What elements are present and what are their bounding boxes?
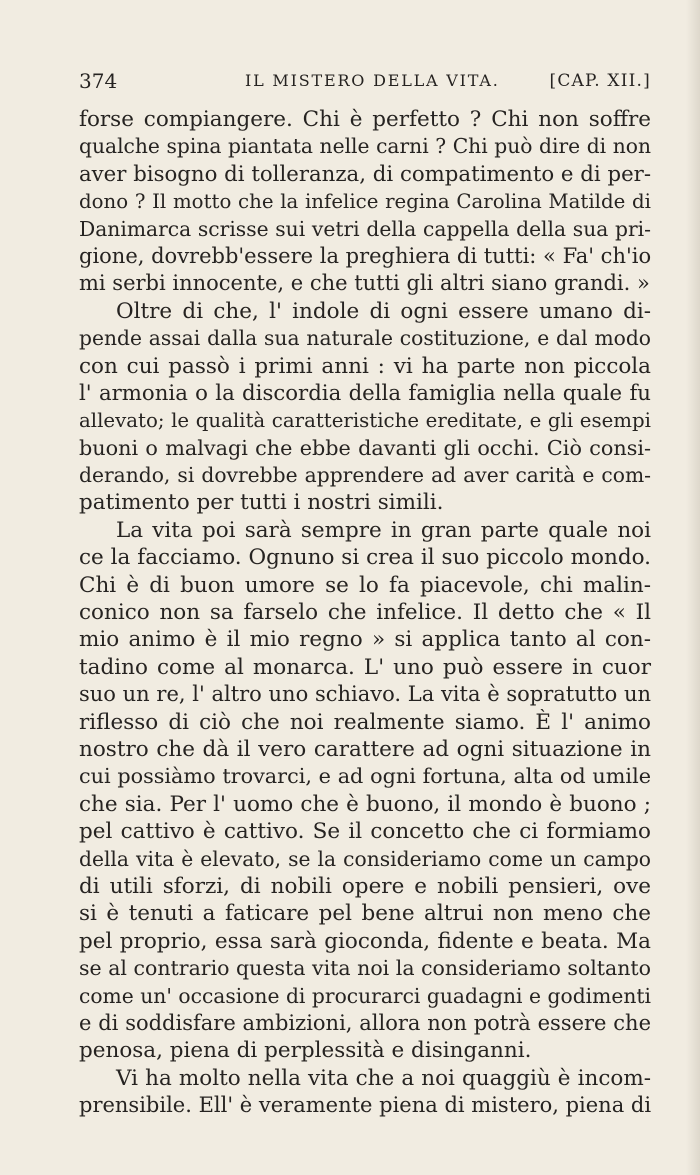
text-line: patimento per tutti i nostri simili. — [79, 490, 444, 516]
text-line: pende assai dalla sua naturale costituzione, e dal modo — [79, 326, 651, 351]
text-line: Danimarca scrisse sui vetri della cappella della sua pri- — [79, 216, 651, 241]
text-line: con cui passò i primi anni : vi ha parte non piccola — [79, 353, 651, 379]
text-line: e di soddisfare ambizioni, allora non potrà essere che — [79, 1010, 651, 1035]
text-line: riflesso di ciò che noi realmente siamo. È l' animo — [79, 709, 651, 735]
text-line: forse compiangere. Chi è perfetto ? Chi non soffre — [79, 107, 651, 132]
text-line: aver bisogno di tolleranza, di compatimento e di per- — [79, 161, 651, 187]
text-line: pel proprio, essa sarà gioconda, fidente e beata. Ma — [79, 928, 651, 954]
text-line: conico non sa farselo che infelice. Il detto che « Il — [79, 600, 651, 626]
running-header — [79, 66, 651, 96]
text-line: di utili sforzi, di nobili opere e nobili pensieri, ove — [79, 873, 651, 899]
page-number: 374 — [79, 69, 118, 93]
text-line: suo un re, l' altro uno schiavo. La vita è sopratutto un — [79, 682, 651, 707]
text-line: mi serbi innocente, e che tutti gli altri siano grandi. » — [79, 271, 650, 296]
text-line: dono ? Il motto che la infelice regina Carolina Matilde di — [79, 190, 651, 214]
text-line: tadino come al monarca. L' uno può essere in cuor — [79, 654, 651, 680]
text-line: della vita è elevato, se la consideriamo come un campo — [79, 846, 651, 871]
text-line: si è tenuti a faticare pel bene altrui non meno che — [79, 901, 651, 927]
paragraph-first-line: Oltre di che, l' indole di ogni essere umano di- — [116, 298, 651, 324]
text-line: ce la facciamo. Ognuno si crea il suo piccolo mondo. — [79, 545, 651, 571]
body-text — [79, 106, 651, 1119]
text-line: derando, si dovrebbe apprendere ad aver carità e com- — [79, 463, 651, 488]
text-line: allevato; le qualità caratteristiche ereditate, e gli esempi — [79, 409, 651, 433]
text-line: buoni o malvagi che ebbe davanti gli occhi. Ciò consi- — [79, 435, 651, 460]
page-edge-shadow — [686, 0, 700, 1175]
text-line: pel cattivo è cattivo. Se il concetto che ci formiamo — [79, 819, 651, 845]
running-title: IL MISTERO DELLA VITA. — [245, 71, 500, 90]
paragraph-first-line: Vi ha molto nella vita che a noi quaggiù è incom- — [116, 1065, 651, 1091]
text-line: mio animo è il mio regno » si applica tanto al con- — [79, 627, 651, 653]
text-line: che sia. Per l' uomo che è buono, il mondo è buono ; — [79, 791, 651, 817]
text-line: come un' occasione di procurarci guadagni e godimenti — [79, 983, 651, 1008]
text-line: l' armonia o la discordia della famiglia nella quale fu — [79, 380, 651, 406]
chapter-reference: [CAP. XII.] — [549, 71, 651, 91]
text-line: se al contrario questa vita noi la consideriamo soltanto — [79, 956, 651, 981]
text-line: gione, dovrebb'essere la preghiera di tutti: « Fa' ch'io — [79, 243, 652, 268]
text-line: prensibile. Ell' è veramente piena di mistero, piena di — [79, 1093, 652, 1118]
paragraph-first-line: La vita poi sarà sempre in gran parte quale noi — [116, 517, 651, 543]
text-line: qualche spina piantata nelle carni ? Chi può dire di non — [79, 134, 651, 159]
text-line: cui possiàmo trovarci, e ad ogni fortuna, alta od umile — [79, 764, 651, 789]
text-line: nostro che dà il vero carattere ad ogni situazione in — [79, 736, 651, 762]
text-line: Chi è di buon umore se lo fa piacevole, chi malin- — [79, 572, 651, 598]
text-line: penosa, piena di perplessità e disinganni. — [79, 1038, 532, 1064]
